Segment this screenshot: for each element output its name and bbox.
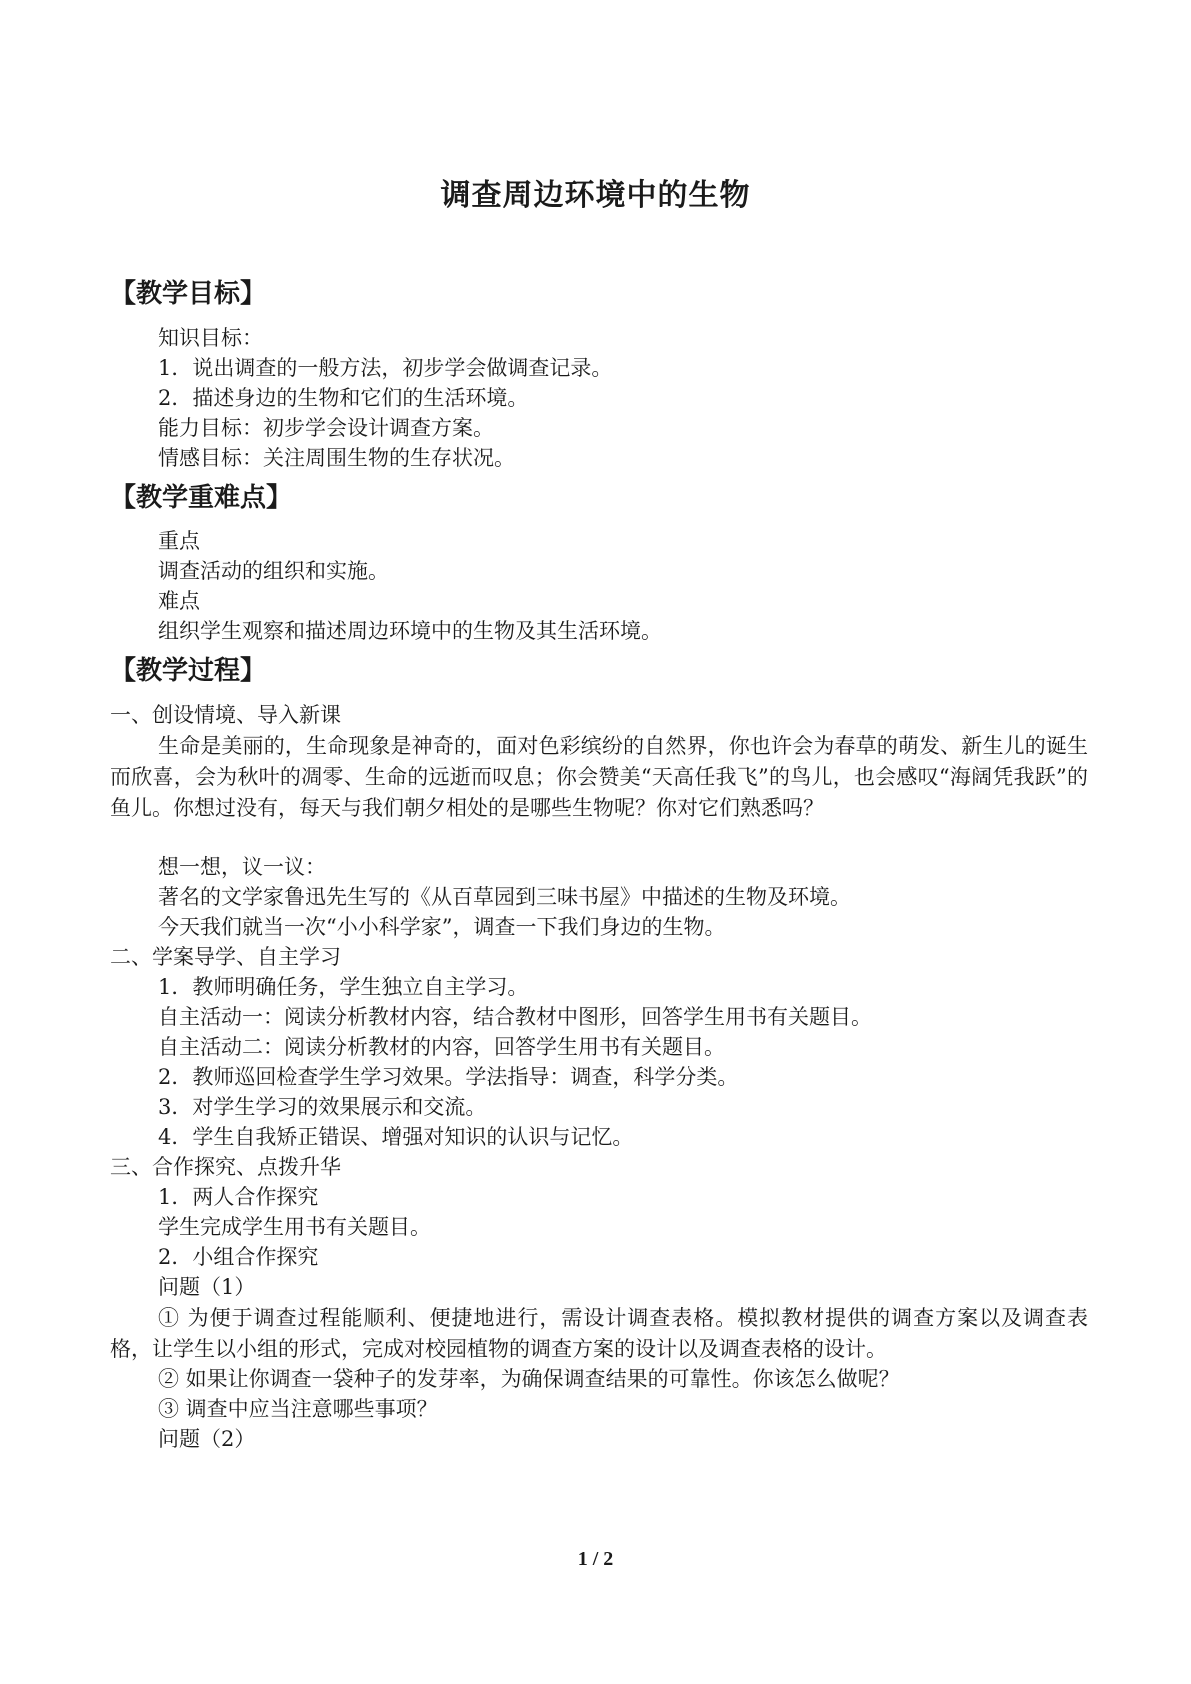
key-points-line: 组织学生观察和描述周边环境中的生物及其生活环境。 bbox=[158, 619, 662, 643]
key-points-line: 调查活动的组织和实施。 bbox=[158, 559, 389, 583]
process-part3-title: 三、合作探究、点拨升华 bbox=[110, 1155, 341, 1179]
process-part3-line: 1．两人合作探究 bbox=[158, 1185, 319, 1209]
process-part3-line: 问题（2） bbox=[158, 1427, 256, 1451]
process-part1-paragraph: 生命是美丽的，生命现象是神奇的，面对色彩缤纷的自然界，你也许会为春草的萌发、新生儿的诞生而欣喜，会为秋叶的凋零、生命的远逝而叹息；你会赞美“天高任我飞”的鸟儿，也会感叹“海阔凭我跃”的鱼儿。你想过没有，每天与我们朝夕相处的是哪些生物呢？你对它们熟悉吗？ bbox=[110, 734, 1088, 820]
process-part3-line: 学生完成学生用书有关题目。 bbox=[158, 1215, 431, 1239]
process-part1-title: 一、创设情境、导入新课 bbox=[110, 703, 341, 727]
process-part3-paragraph: ① 为便于调查过程能顺利、便捷地进行，需设计调查表格。模拟教材提供的调查方案以及调查表格，让学生以小组的形式，完成对校园植物的调查方案的设计以及调查表格的设计。 bbox=[110, 1306, 1088, 1361]
objectives-line: 知识目标： bbox=[158, 326, 263, 350]
process-part2-line: 自主活动一：阅读分析教材内容，结合教材中图形，回答学生用书有关题目。 bbox=[158, 1005, 872, 1029]
process-part3-line: ③ 调查中应当注意哪些事项？ bbox=[158, 1397, 438, 1421]
process-part3-line: ② 如果让你调查一袋种子的发芽率，为确保调查结果的可靠性。你该怎么做呢？ bbox=[158, 1367, 900, 1391]
process-part2-line: 2．教师巡回检查学生学习效果。学法指导：调查，科学分类。 bbox=[158, 1065, 739, 1089]
heading-teaching-process: 【教学过程】 bbox=[110, 656, 267, 686]
process-part2-line: 4．学生自我矫正错误、增强对知识的认识与记忆。 bbox=[158, 1125, 634, 1149]
key-points-line: 难点 bbox=[158, 589, 200, 613]
heading-teaching-objectives: 【教学目标】 bbox=[110, 279, 267, 309]
key-points-line: 重点 bbox=[158, 529, 200, 553]
process-part2-line: 3．对学生学习的效果展示和交流。 bbox=[158, 1095, 487, 1119]
process-part1-line: 著名的文学家鲁迅先生写的《从百草园到三味书屋》中描述的生物及环境。 bbox=[158, 885, 851, 909]
process-part2-line: 自主活动二：阅读分析教材的内容，回答学生用书有关题目。 bbox=[158, 1035, 725, 1059]
process-part1-line: 想一想，议一议： bbox=[158, 855, 326, 879]
process-part3-line: 问题（1） bbox=[158, 1275, 256, 1299]
objectives-line: 2．描述身边的生物和它们的生活环境。 bbox=[158, 386, 529, 410]
page-number: 1 / 2 bbox=[577, 1548, 614, 1570]
heading-key-points: 【教学重难点】 bbox=[110, 483, 293, 513]
process-part3-line: 2．小组合作探究 bbox=[158, 1245, 319, 1269]
process-part2-title: 二、学案导学、自主学习 bbox=[110, 945, 341, 969]
process-part2-line: 1．教师明确任务，学生独立自主学习。 bbox=[158, 975, 529, 999]
objectives-line: 1．说出调查的一般方法，初步学会做调查记录。 bbox=[158, 356, 613, 380]
objectives-line: 情感目标：关注周围生物的生存状况。 bbox=[158, 446, 515, 470]
process-part1-line: 今天我们就当一次“小小科学家”，调查一下我们身边的生物。 bbox=[158, 915, 726, 939]
document-title: 调查周边环境中的生物 bbox=[440, 178, 751, 213]
objectives-line: 能力目标：初步学会设计调查方案。 bbox=[158, 416, 494, 440]
